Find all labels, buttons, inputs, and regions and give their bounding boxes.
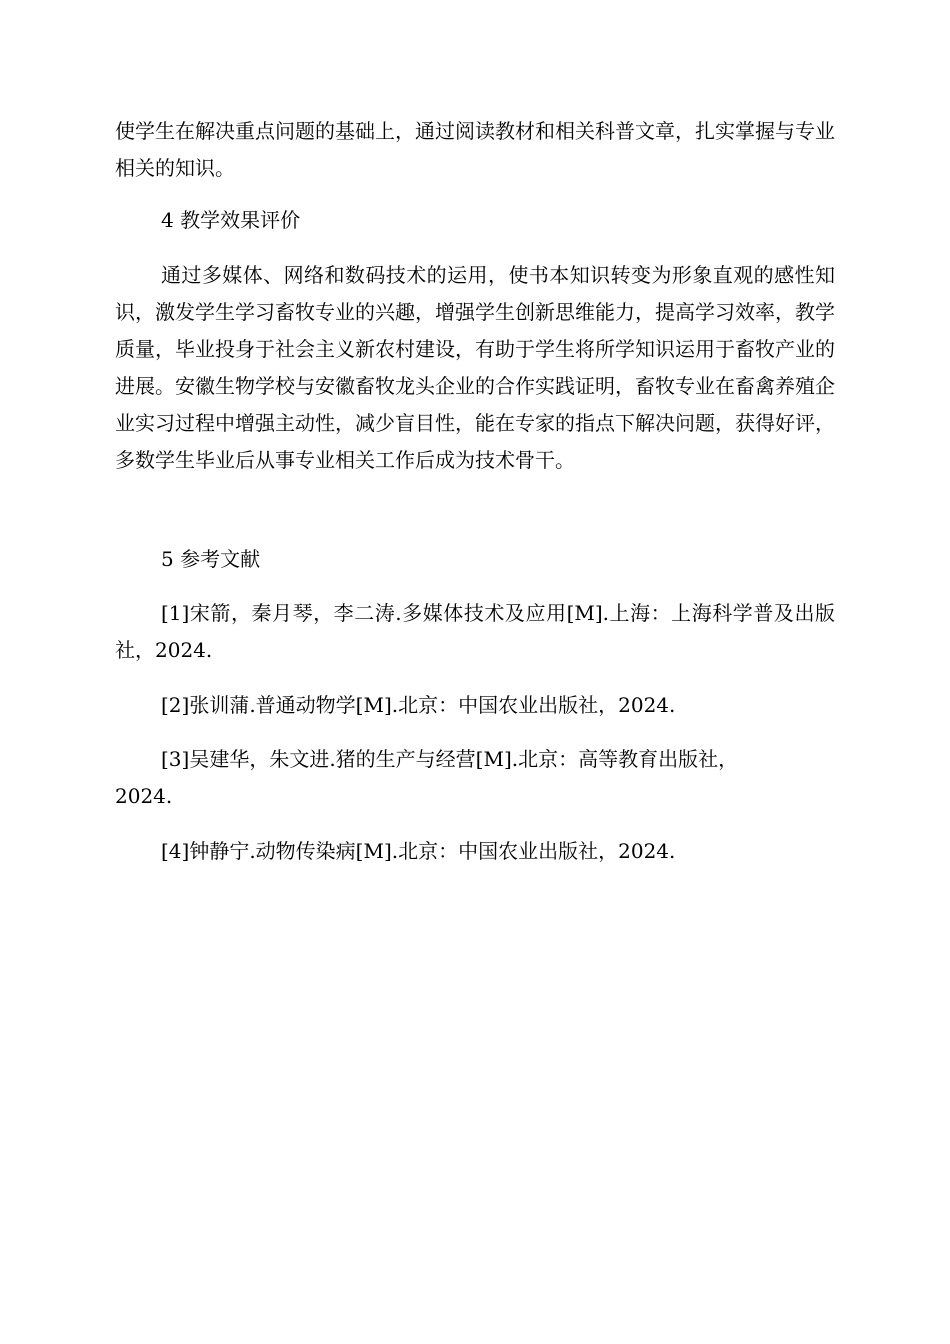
reference-item: [3]吴建华，朱文进.猪的生产与经营[M].北京：高等教育出版社，2024. <box>115 747 739 808</box>
section-heading-evaluation: 4 教学效果评价 <box>161 208 301 232</box>
reference-item: [1]宋箭，秦月琴，李二涛.多媒体技术及应用[M].上海：上海科学普及出版社，2024. <box>115 601 835 662</box>
reference-item: [2]张训蒲.普通动物学[M].北京：中国农业出版社，2024. <box>161 693 676 717</box>
paragraph-continuation: 使学生在解决重点问题的基础上，通过阅读教材和相关科普文章，扎实掌握与专业相关的知识。 <box>115 119 835 180</box>
reference-item: [4]钟静宁.动物传染病[M].北京：中国农业出版社，2024. <box>161 839 676 863</box>
section-heading-references: 5 参考文献 <box>161 547 261 571</box>
paragraph-evaluation: 通过多媒体、网络和数码技术的运用，使书本知识转变为形象直观的感性知识，激发学生学习畜牧专业的兴趣，增强学生创新思维能力，提高学习效率，教学质量，毕业投身于社会主义新农村建设，有助于学生将所学知识运用于畜牧产业的进展。安徽生物学校与安徽畜牧龙头企业的合作实践证明，畜牧专业在畜禽养殖企业实习过程中增强主动性，减少盲目性，能在专家的指点下解决问题，获得好评，多数学生毕业后从事专业相关工作后成为技术骨干。 <box>115 263 835 472</box>
